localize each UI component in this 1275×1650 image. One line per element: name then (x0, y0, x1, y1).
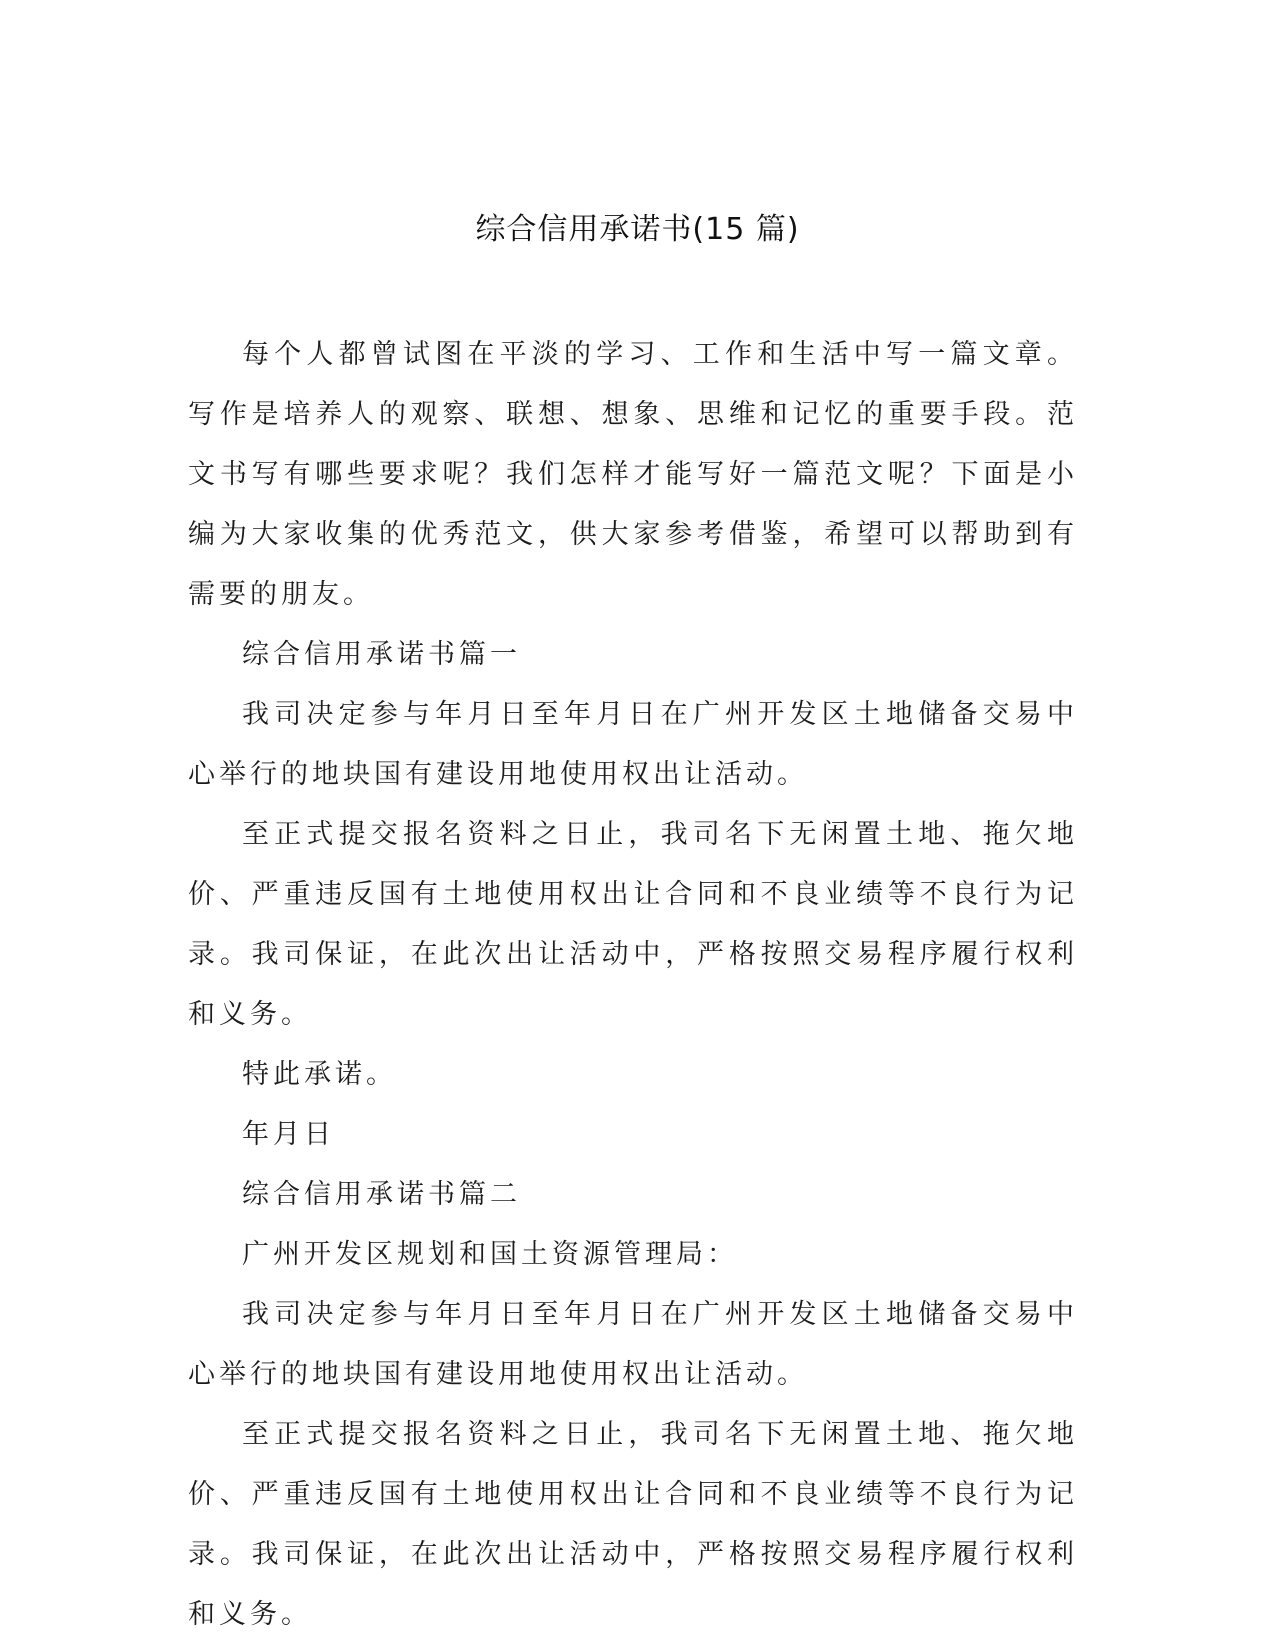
document-body (188, 325, 1078, 1645)
document-title: 综合信用承诺书(15 篇) (475, 212, 800, 247)
intro-paragraph: 每个人都曾试图在平淡的学习、工作和生活中写一篇文章。写作是培养人的观察、联想、想象、思维和记忆的重要手段。范文书写有哪些要求呢？我们怎样才能写好一篇范文呢？下面是小编为大家收集的优秀范文，供大家参考借鉴，希望可以帮助到有需要的朋友。 (188, 339, 1078, 610)
paragraph: 我司决定参与年月日至年月日在广州开发区土地储备交易中心举行的地块国有建设用地使用权出让活动。 (188, 699, 1078, 790)
paragraph: 至正式提交报名资料之日止，我司名下无闲置土地、拖欠地价、严重违反国有土地使用权出让合同和不良业绩等不良行为记录。我司保证，在此次出让活动中，严格按照交易程序履行权利和义务。 (188, 819, 1078, 1030)
addressee: 广州开发区规划和国土资源管理局： (242, 1239, 738, 1270)
closing-statement: 特此承诺。 (242, 1059, 397, 1090)
paragraph: 我司决定参与年月日至年月日在广州开发区土地储备交易中心举行的地块国有建设用地使用权出让活动。 (188, 1299, 1078, 1390)
section-heading-2: 综合信用承诺书篇二 (242, 1179, 521, 1210)
date-line: 年月日 (242, 1119, 335, 1150)
paragraph: 至正式提交报名资料之日止，我司名下无闲置土地、拖欠地价、严重违反国有土地使用权出让合同和不良业绩等不良行为记录。我司保证，在此次出让活动中，严格按照交易程序履行权利和义务。 (188, 1419, 1078, 1630)
section-heading-1: 综合信用承诺书篇一 (242, 639, 521, 670)
